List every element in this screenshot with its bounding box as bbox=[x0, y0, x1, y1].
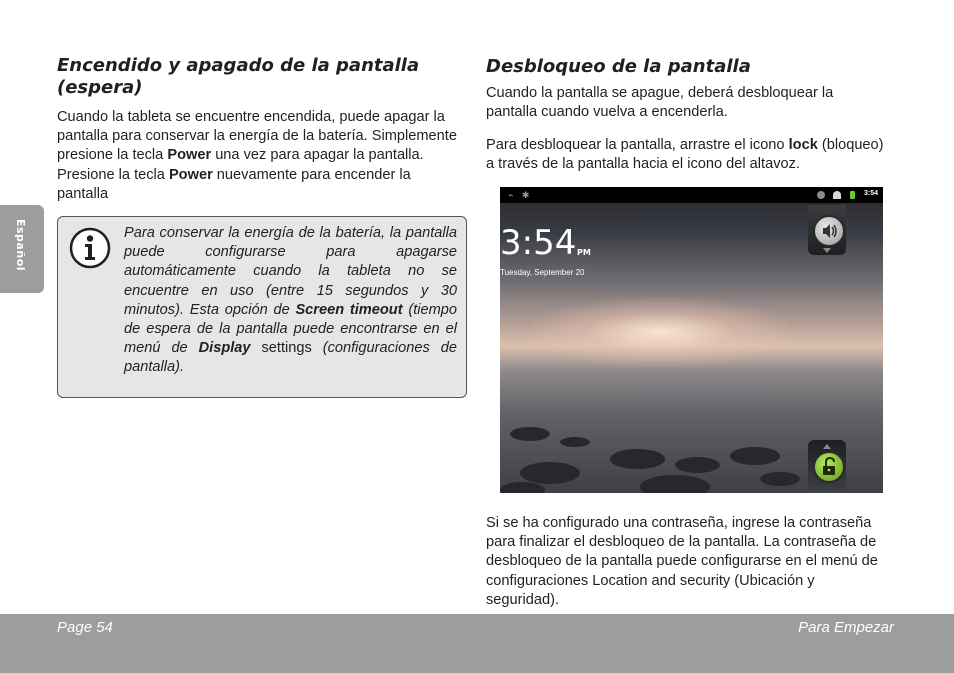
status-time: 3:54 bbox=[863, 190, 878, 197]
rock bbox=[730, 447, 780, 465]
rock bbox=[760, 472, 800, 486]
speaker-glyph bbox=[815, 217, 843, 245]
lockscreen-screenshot bbox=[500, 187, 883, 493]
left-heading: Encendido y apagado de la pantalla (espera) bbox=[57, 55, 420, 98]
right-heading: Desbloqueo de la pantalla bbox=[486, 56, 751, 77]
battery-icon bbox=[850, 191, 855, 199]
rock bbox=[675, 457, 720, 473]
sync-icon bbox=[817, 191, 825, 199]
unlock-icon[interactable] bbox=[813, 451, 845, 483]
chevron-down-icon bbox=[823, 248, 831, 253]
chevron-up-icon bbox=[823, 444, 831, 449]
footer-bar bbox=[0, 614, 954, 673]
info-icon bbox=[69, 227, 111, 269]
page-number: Page 54 bbox=[57, 619, 113, 636]
sunset-glow bbox=[530, 297, 790, 367]
right-paragraph-1: Cuando la pantalla se apague, deberá desbloquear la pantalla cuando vuelva a encenderla. bbox=[486, 85, 834, 121]
rock bbox=[610, 449, 665, 469]
status-bar bbox=[500, 187, 883, 203]
rock bbox=[500, 482, 545, 493]
right-paragraph-3: Si se ha configurado una contraseña, ingrese la contraseña para finalizar el desbloqueo de la pantalla. La contraseña de desbloqueo de la pantalla puede configurarse en el menú de configuraciones Location and security (Ubicación y seguridad). bbox=[486, 515, 878, 608]
language-tab bbox=[0, 205, 44, 293]
rock bbox=[560, 437, 590, 447]
right-paragraph-2: Para desbloquear la pantalla, arrastre el icono lock (bloqueo) a través de la pantalla hacia el icono del altavoz. bbox=[486, 137, 884, 173]
left-paragraph: Cuando la tableta se encuentre encendida, puede apagar la pantalla para conservar la energía de la batería. Simplemente presione la tecla Power una vez para apagar la pantalla. Presione la tecla Power nuevamente para encender la pantalla bbox=[57, 109, 457, 202]
speaker-icon[interactable] bbox=[813, 215, 845, 247]
rock bbox=[510, 427, 550, 441]
note-text: Para conservar la energía de la batería, la pantalla puede configurarse para apagarse automáticamente cuando la tableta no se encuentre en uso (entre 15 segundos y 30 minutos). Esta opción de Screen timeout (tiempo de espera de la pantalla puede encontrarse en el menú de Display settings (configuraciones de pantalla). bbox=[124, 225, 457, 376]
notification-icons: ⌁ ✱ bbox=[508, 190, 533, 200]
lockscreen-ampm: PM bbox=[577, 248, 591, 257]
note-box bbox=[57, 216, 467, 398]
language-tab-label: Español bbox=[14, 219, 27, 272]
wifi-icon bbox=[833, 191, 841, 199]
padlock-glyph bbox=[815, 453, 843, 481]
lockscreen-date: Tuesday, September 20 bbox=[500, 268, 585, 277]
rock bbox=[520, 462, 580, 484]
rock bbox=[640, 475, 710, 493]
lockscreen-clock: 3:54 bbox=[500, 223, 577, 263]
section-name: Para Empezar bbox=[798, 619, 894, 636]
